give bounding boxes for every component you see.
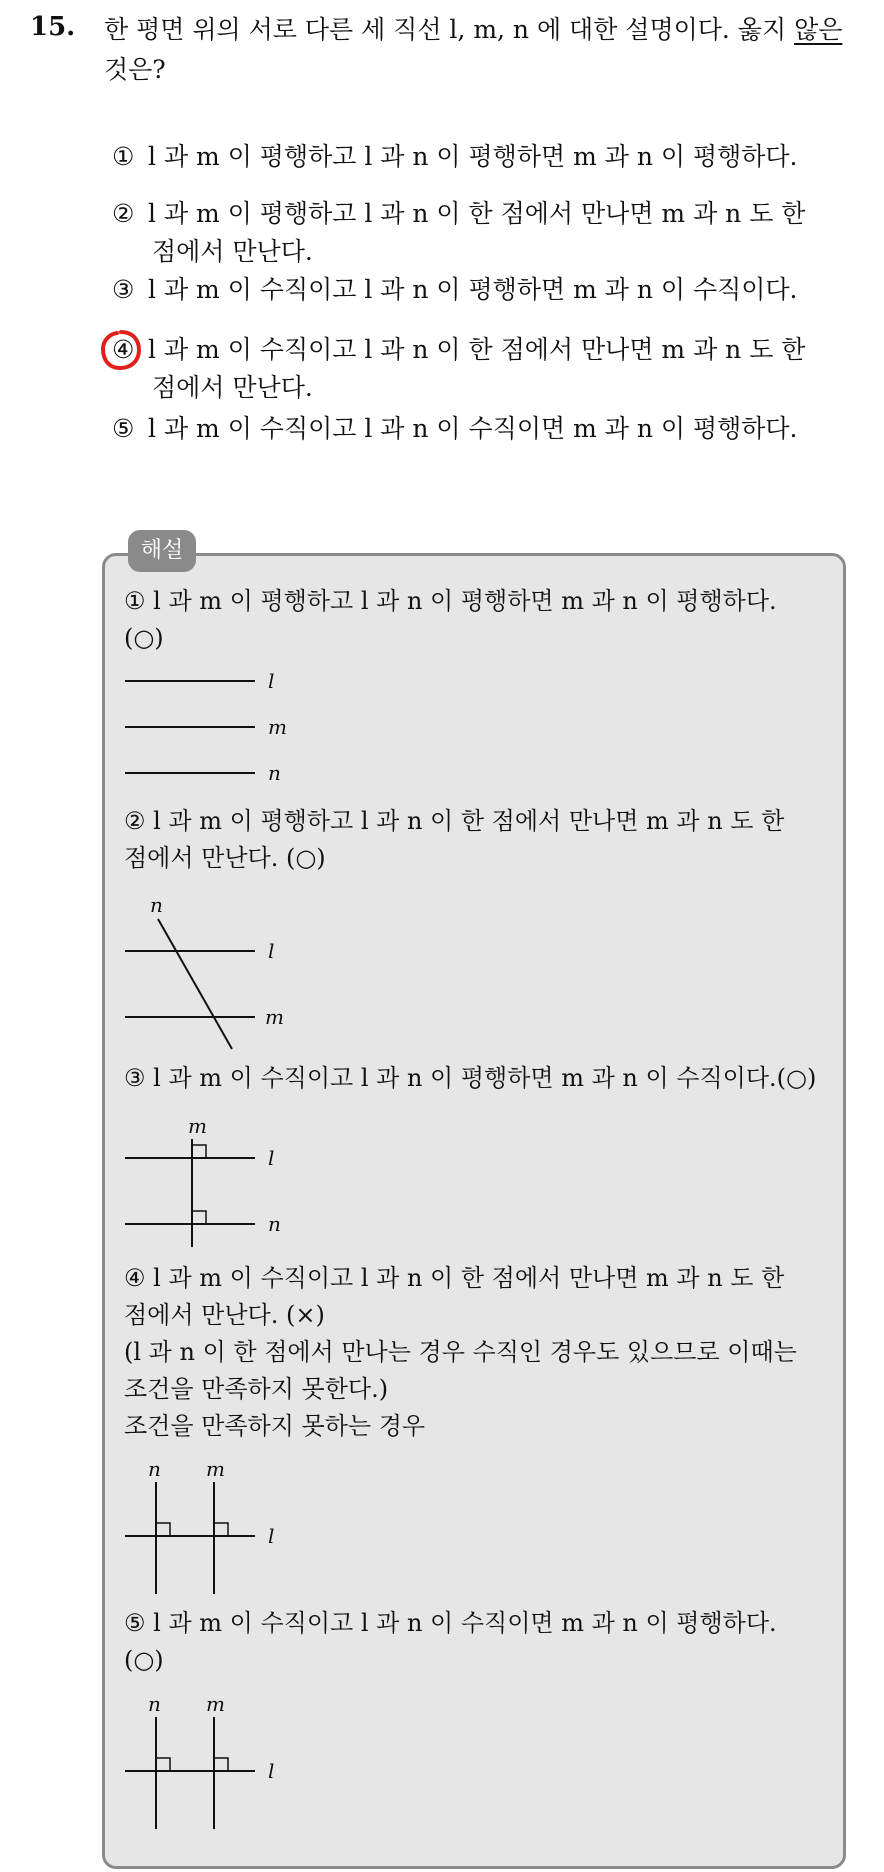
diagram-two-perpendiculars (120, 1458, 320, 1598)
explanation-item-2 (124, 803, 830, 877)
stem-underlined: 않은 (794, 15, 843, 44)
answer-circle-mark (99, 328, 143, 372)
explanation-line: (○) (124, 624, 164, 652)
label-n: n (150, 893, 163, 917)
explanation-line: 조건을 만족하지 못한다.) (124, 1375, 389, 1403)
option-text: l 과 m 이 수직이고 l 과 n 이 수직이면 m 과 n 이 평행하다. (148, 414, 798, 443)
label-m: m (268, 715, 287, 739)
option-number: ④ (112, 335, 135, 364)
label-l: l (268, 669, 275, 693)
option-text: l 과 m 이 수직이고 l 과 n 이 평행하면 m 과 n 이 수직이다. (148, 275, 798, 304)
stem-text-end: 것은? (104, 55, 166, 84)
option-4[interactable] (112, 331, 852, 407)
label-m: m (188, 1115, 207, 1138)
diagram-transversal (120, 893, 320, 1053)
explanation-line: ① l 과 m 이 평행하고 l 과 n 이 평행하면 m 과 n 이 평행하다. (124, 587, 777, 615)
diagram-parallel-three (120, 665, 320, 795)
explanation-line: (○) (124, 1646, 164, 1674)
stem-text: 한 평면 위의 서로 다른 세 직선 l, m, n 에 대한 설명이다. 옳지 (104, 15, 795, 44)
diagram-two-perpendiculars-parallel (120, 1693, 320, 1833)
option-text: l 과 m 이 평행하고 l 과 n 이 평행하면 m 과 n 이 평행하다. (148, 142, 798, 171)
option-2[interactable] (112, 195, 852, 271)
question-stem (104, 10, 864, 90)
option-3[interactable] (112, 271, 852, 309)
label-l: l (268, 1146, 275, 1170)
right-angle-mark (192, 1145, 206, 1158)
label-l: l (268, 1759, 275, 1783)
label-n: n (148, 1693, 161, 1716)
label-n: n (268, 1212, 281, 1236)
right-angle-mark (156, 1758, 170, 1771)
explanation-line: 조건을 만족하지 못하는 경우 (124, 1412, 426, 1440)
option-number: ③ (112, 275, 135, 304)
explanation-line: 점에서 만난다. (×) (124, 1301, 325, 1329)
explanation-line: (l 과 n 이 한 점에서 만나는 경우 수직인 경우도 있으므로 이때는 (124, 1338, 797, 1366)
option-text-cont: 점에서 만난다. (152, 373, 313, 402)
option-number: ② (112, 199, 135, 228)
option-1[interactable] (112, 138, 852, 176)
label-l: l (268, 1524, 275, 1548)
label-m: m (206, 1693, 225, 1716)
right-angle-mark (214, 1758, 228, 1771)
explanation-item-3 (124, 1060, 830, 1097)
explanation-line: ③ l 과 m 이 수직이고 l 과 n 이 평행하면 m 과 n 이 수직이다.(○) (124, 1064, 817, 1092)
explanation-line: ② l 과 m 이 평행하고 l 과 n 이 한 점에서 만나면 m 과 n 도 한 (124, 807, 785, 835)
option-number: ⑤ (112, 414, 135, 443)
label-l: l (268, 939, 275, 963)
explanation-item-4 (124, 1260, 830, 1445)
explanation-line: ⑤ l 과 m 이 수직이고 l 과 n 이 수직이면 m 과 n 이 평행하다. (124, 1609, 777, 1637)
option-5[interactable] (112, 410, 852, 448)
label-n: n (268, 761, 281, 785)
option-text: l 과 m 이 수직이고 l 과 n 이 한 점에서 만나면 m 과 n 도 한 (148, 335, 806, 364)
label-m: m (265, 1005, 284, 1029)
right-angle-mark (192, 1211, 206, 1224)
explanation-tag: 해설 (128, 530, 196, 572)
explanation-line: ④ l 과 m 이 수직이고 l 과 n 이 한 점에서 만나면 m 과 n 도 한 (124, 1264, 785, 1292)
diagram-perpendicular-parallel (120, 1115, 320, 1250)
explanation-item-1 (124, 583, 830, 657)
option-text: l 과 m 이 평행하고 l 과 n 이 한 점에서 만나면 m 과 n 도 한 (148, 199, 806, 228)
question-number: 15. (30, 12, 76, 42)
explanation-item-5 (124, 1605, 830, 1679)
right-angle-mark (156, 1523, 170, 1536)
explanation-line: 점에서 만난다. (○) (124, 844, 326, 872)
line-n (158, 919, 232, 1049)
label-m: m (206, 1458, 225, 1481)
right-angle-mark (214, 1523, 228, 1536)
option-number: ① (112, 142, 135, 171)
label-n: n (148, 1458, 161, 1481)
option-text-cont: 점에서 만난다. (152, 237, 313, 266)
